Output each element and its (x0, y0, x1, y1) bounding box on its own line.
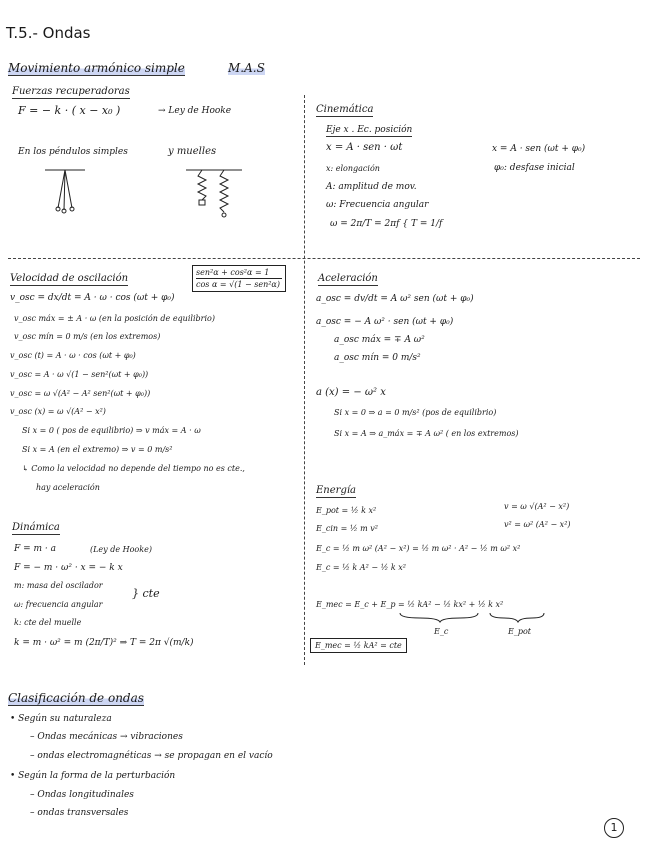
din-l2: F = − m · ω² · x = − k x (14, 563, 123, 573)
acel-l1: a_osc = dv/dt = A ω² sen (ωt + φ₀) (316, 294, 474, 304)
clas-b2b: – ondas transversales (30, 808, 129, 818)
cin-eq1: x = A · sen · ωt (326, 142, 403, 153)
trig-box-line2: cos α = √(1 − sen²α) (196, 278, 282, 290)
din-l3: m: masa del oscilador (14, 581, 103, 590)
cin-l3: ω: Frecuencia angular (326, 200, 429, 210)
en-l1b: v = ω √(A² − x²) (504, 502, 570, 511)
en-l3: E_c = ½ m ω² (A² − x²) = ½ m ω² · A² − ½ m ω² x² (316, 544, 521, 553)
cinematica-heading: Cinemática (316, 104, 374, 115)
en-l5: E_mec = E_c + E_p = ½ kA² − ½ kx² + ½ k x² (316, 600, 504, 609)
clas-b1a: – Ondas mecánicas → vibraciones (30, 732, 183, 742)
vel-l7: v_osc (x) = ω √(A² − x²) (10, 407, 106, 416)
emec-boxed: E_mec = ½ kA² = cte (310, 638, 407, 653)
din-l1b: (Ley de Hooke) (90, 545, 152, 554)
acel-l3: a_osc máx = ∓ A ω² (334, 335, 425, 345)
acel-l5: a (x) = − ω² x (316, 387, 386, 398)
cinematica-sub: Eje x . Ec. posición (326, 125, 413, 135)
dinamica-heading: Dinámica (12, 522, 60, 533)
pendulos-label: En los péndulos simples (18, 147, 128, 157)
cin-eq1b: x = A · sen (ωt + φ₀) (492, 144, 586, 154)
din-l4: ω: frecuencia angular (14, 600, 103, 609)
din-l1: F = m · a (14, 544, 56, 554)
din-cte: } cte (132, 587, 160, 600)
vel-l1: v_osc = dx/dt = A · ω · cos (ωt + φ₀) (10, 293, 175, 303)
acel-l7: Si x = A ⇒ a_máx = ∓ A ω² ( en los extremos) (334, 429, 519, 438)
hooke-label: → Ley de Hooke (158, 106, 232, 116)
energy-braces (398, 612, 548, 624)
brace-ep-label: E_pot (508, 627, 531, 636)
cin-l1: x: elongación (326, 164, 380, 173)
clas-b1: • Según su naturaleza (10, 714, 112, 724)
en-l2: E_cin = ½ m v² (316, 524, 378, 533)
page-title: T.5.- Ondas (6, 24, 91, 42)
row-divider (8, 258, 640, 259)
vel-l3: v_osc mín = 0 m/s (en los extremos) (14, 332, 161, 341)
en-l4: E_c = ½ k A² − ½ k x² (316, 563, 406, 572)
acel-l4: a_osc mín = 0 m/s² (334, 353, 421, 363)
trig-box (192, 265, 286, 292)
din-l5: k: cte del muelle (14, 618, 82, 627)
vel-l8: Si x = 0 ( pos de equilibrio) ⇒ v máx = A · ω (22, 426, 201, 435)
vel-l6: v_osc = ω √(A² − A² sen²(ωt + φ₀)) (10, 389, 151, 398)
en-l2b: v² = ω² (A² − x²) (504, 520, 571, 529)
hooke-formula: F = − k · ( x − x₀ ) (18, 104, 121, 117)
fuerzas-heading: Fuerzas recuperadoras (12, 86, 130, 97)
clas-b1b: – ondas electromagnéticas → se propagan en el vacío (30, 751, 273, 761)
trig-box-line1: sen²α + cos²α = 1 (196, 268, 270, 277)
pendulum-drawing (40, 168, 90, 218)
energia-heading: Energía (316, 485, 356, 496)
spring-drawing (184, 168, 244, 223)
aceleracion-heading: Aceleración (318, 273, 378, 284)
cin-l1b: φ₀: desfase inicial (494, 163, 575, 173)
brace-ec-label: E_c (434, 627, 449, 636)
clas-b2a: – Ondas longitudinales (30, 790, 134, 800)
mas-abbr: M.A.S (228, 61, 265, 75)
page-number: 1 (604, 818, 624, 838)
vel-l11: hay aceleración (36, 483, 100, 492)
cin-l2: A: amplitud de mov. (326, 182, 417, 192)
muelles-label: y muelles (168, 146, 217, 157)
column-divider (304, 95, 305, 665)
vel-l10: ↳ Como la velocidad no depende del tiempo no es cte., (22, 464, 245, 473)
velocidad-heading: Velocidad de oscilación (10, 273, 129, 284)
cin-l4: ω = 2π/T = 2πf { T = 1/f (330, 219, 443, 229)
din-l6: k = m · ω² = m (2π/T)² ⇒ T = 2π √(m/k) (14, 638, 194, 648)
clas-b2: • Según la forma de la perturbación (10, 771, 176, 781)
vel-l2: v_osc máx = ± A · ω (en la posición de equilibrio) (14, 314, 215, 323)
acel-l6: Si x = 0 ⇒ a = 0 m/s² (pos de equilibrio) (334, 408, 497, 417)
vel-l9: Si x = A (en el extremo) ⇒ v = 0 m/s² (22, 445, 173, 454)
clasificacion-heading: Clasificación de ondas (8, 691, 144, 705)
vel-l4: v_osc (t) = A · ω · cos (ωt + φ₀) (10, 351, 136, 360)
en-l1: E_pot = ½ k x² (316, 506, 377, 515)
acel-l2: a_osc = − A ω² · sen (ωt + φ₀) (316, 317, 454, 327)
mas-heading: Movimiento armónico simple (8, 61, 185, 75)
vel-l5: v_osc = A · ω √(1 − sen²(ωt + φ₀)) (10, 370, 149, 379)
